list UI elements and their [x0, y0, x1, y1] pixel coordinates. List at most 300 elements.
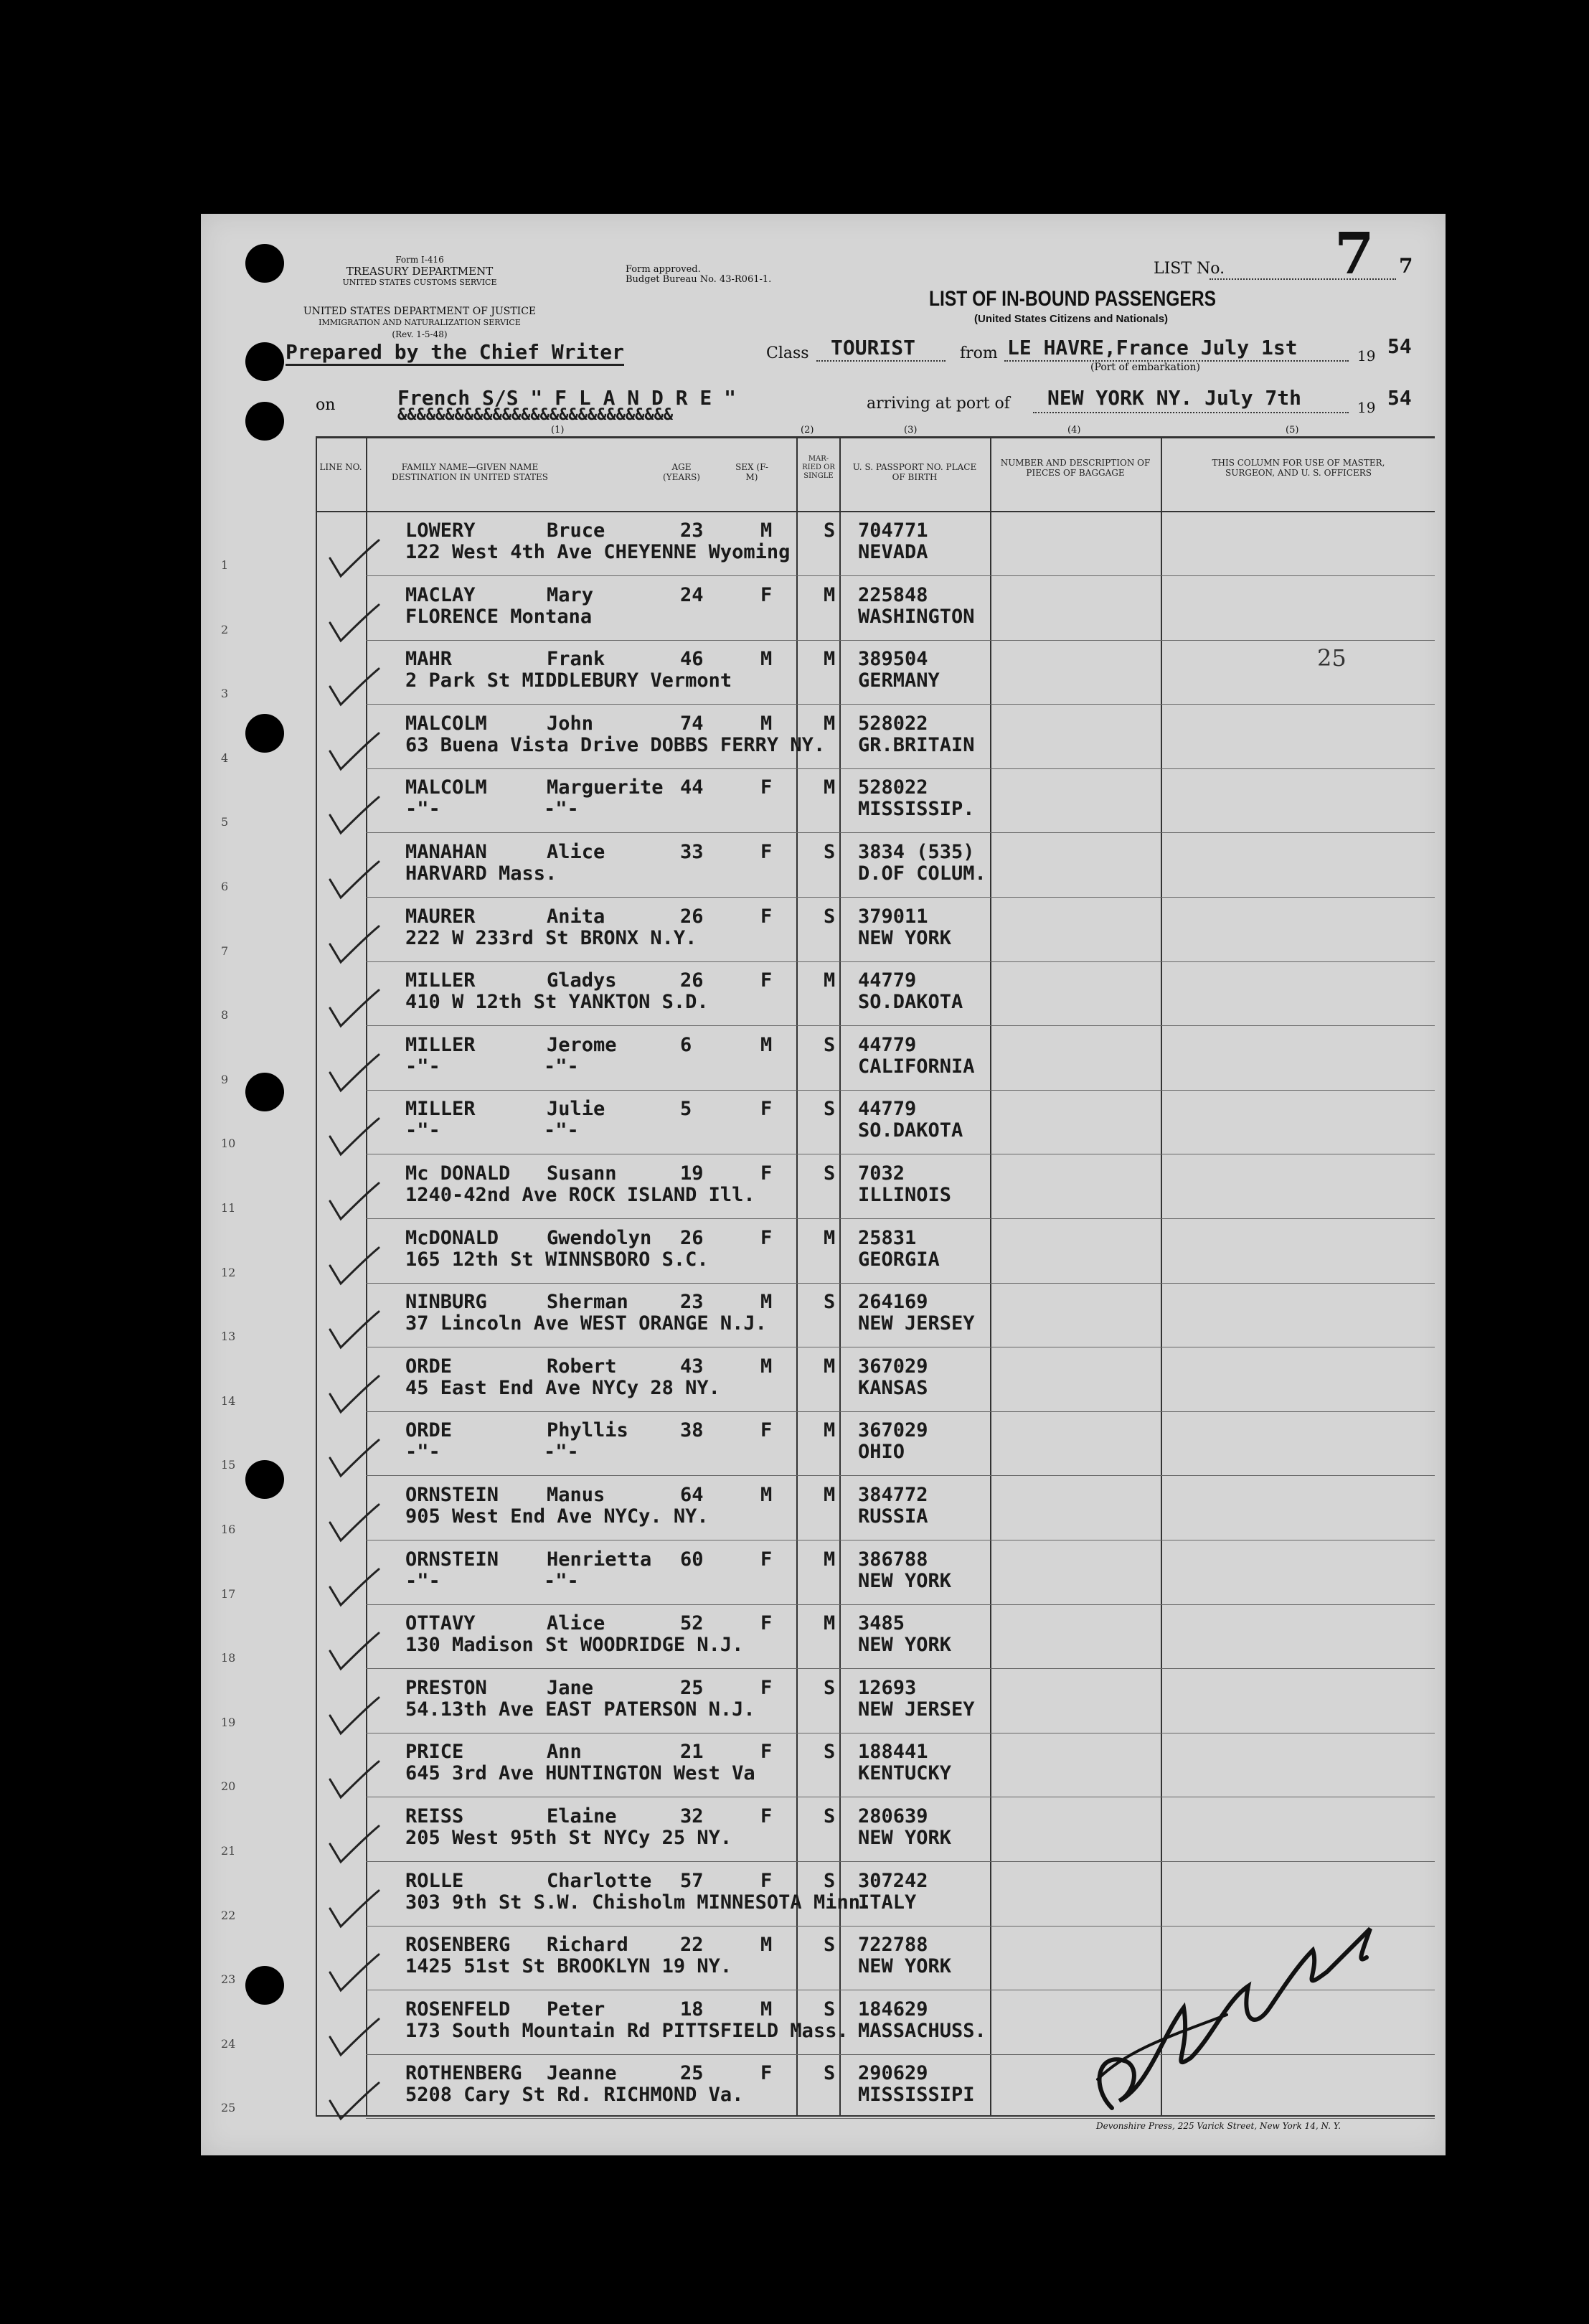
age: 26: [680, 1226, 704, 1249]
destination: 37 Lincoln Ave WEST ORANGE N.J.: [405, 1312, 767, 1335]
sex: F: [760, 1612, 773, 1635]
marital-status: S: [824, 1291, 836, 1314]
port-of-embarkation-label: (Port of embarkation): [1090, 362, 1200, 373]
given-name: Charlotte: [547, 1869, 652, 1892]
table-row: [201, 1030, 1446, 1094]
handwritten-signature: [1083, 1907, 1385, 2130]
family-name: ROSENBERG: [405, 1934, 511, 1957]
table-row: [201, 708, 1446, 773]
line-number: 22: [221, 1908, 236, 1922]
sex: F: [760, 2062, 773, 2085]
destination: -"-: [405, 1569, 440, 1592]
given-name: Henrietta: [547, 1548, 652, 1571]
header-sex: SEX (F-M): [735, 462, 768, 482]
arriving-label: arriving at port of: [867, 395, 1010, 413]
line-number: 21: [221, 1844, 236, 1858]
sex: M: [760, 519, 773, 542]
line-number: 25: [221, 2101, 236, 2115]
place-of-birth: MISSISSIP.: [858, 798, 975, 821]
passport-number: 280639: [858, 1805, 928, 1827]
row-separator: [366, 1411, 1435, 1412]
column-number-5: (5): [1286, 425, 1299, 436]
class-label: Class: [766, 344, 809, 362]
class-underline: [816, 360, 946, 362]
passport-number: 44779: [858, 969, 917, 992]
table-row: [201, 1673, 1446, 1737]
passport-number: 44779: [858, 1098, 917, 1121]
destination: 645 3rd Ave HUNTINGTON West Va: [405, 1762, 755, 1785]
age: 26: [680, 969, 704, 992]
marital-status: S: [824, 1098, 836, 1121]
place-of-birth: NEW YORK: [858, 1827, 952, 1849]
binder-hole: [245, 714, 284, 753]
sex: M: [760, 1291, 773, 1314]
form-revision: (Rev. 1-5-48): [392, 329, 448, 339]
family-name: MACLAY: [405, 583, 476, 606]
given-name: Gwendolyn: [547, 1226, 652, 1249]
destination: 205 West 95th St NYCy 25 NY.: [405, 1827, 732, 1849]
given-name: Susann: [547, 1162, 617, 1185]
age: 52: [680, 1612, 704, 1635]
passport-number: 367029: [858, 1419, 928, 1442]
destination: 1425 51st St BROOKLYN 19 NY.: [405, 1955, 732, 1978]
row-separator: [366, 640, 1435, 641]
place-of-birth: NEW YORK: [858, 1569, 952, 1592]
header-line-no: LINE NO.: [319, 462, 362, 472]
passport-number: 389504: [858, 648, 928, 671]
passport-number: 188441: [858, 1741, 928, 1764]
given-name: John: [547, 712, 594, 735]
row-separator: [366, 575, 1435, 576]
marital-status: M: [824, 583, 836, 606]
line-number: 6: [221, 880, 229, 893]
destination: 905 West End Ave NYCy. NY.: [405, 1505, 709, 1528]
family-name: ORNSTEIN: [405, 1484, 499, 1506]
destination-ditto: -"-: [544, 798, 579, 821]
table-row: [201, 772, 1446, 837]
sex: F: [760, 1419, 773, 1442]
passport-number: 264169: [858, 1291, 928, 1314]
passport-number: 367029: [858, 1355, 928, 1378]
table-row: [201, 1608, 1446, 1673]
place-of-birth: RUSSIA: [858, 1505, 928, 1528]
sex: M: [760, 712, 773, 735]
sex: M: [760, 648, 773, 671]
family-name: MILLER: [405, 969, 476, 992]
form-approved: Form approved.: [626, 264, 701, 275]
on-label: on: [316, 396, 336, 414]
marital-status: S: [824, 1033, 836, 1056]
age: 26: [680, 905, 704, 928]
line-number: 19: [221, 1715, 236, 1729]
sex: M: [760, 1033, 773, 1056]
destination: -"-: [405, 1119, 440, 1142]
row-separator: [366, 1090, 1435, 1091]
destination-ditto: -"-: [544, 1441, 579, 1464]
sex: M: [760, 1355, 773, 1378]
header-baggage: NUMBER AND DESCRIPTION OF PIECES OF BAGGAGE: [1000, 458, 1151, 478]
given-name: Jeanne: [547, 2062, 617, 2085]
given-name: Julie: [547, 1098, 605, 1121]
line-number: 3: [221, 687, 229, 701]
printer-imprint: Devonshire Press, 225 Varick Street, New York 14, N. Y.: [1096, 2121, 1342, 2131]
place-of-birth: GEORGIA: [858, 1248, 940, 1271]
age: 44: [680, 776, 704, 799]
row-separator: [366, 704, 1435, 705]
given-name: Robert: [547, 1355, 617, 1378]
table-row: [201, 1736, 1446, 1801]
age: 32: [680, 1805, 704, 1827]
age: 23: [680, 519, 704, 542]
destination: 45 East End Ave NYCy 28 NY.: [405, 1376, 720, 1399]
line-number: 16: [221, 1523, 236, 1536]
family-name: ROLLE: [405, 1869, 464, 1892]
destination: 5208 Cary St Rd. RICHMOND Va.: [405, 2084, 744, 2107]
sex: F: [760, 1226, 773, 1249]
year-value-2: 54: [1387, 386, 1412, 410]
passport-number: 12693: [858, 1676, 917, 1699]
given-name: Richard: [547, 1934, 628, 1957]
marital-status: S: [824, 1934, 836, 1957]
family-name: PRICE: [405, 1741, 464, 1764]
family-name: Mc DONALD: [405, 1162, 511, 1185]
marital-status: S: [824, 1805, 836, 1827]
given-name: Sherman: [547, 1291, 628, 1314]
family-name: OTTAVY: [405, 1612, 476, 1635]
marital-status: S: [824, 1162, 836, 1185]
marital-status: M: [824, 1355, 836, 1378]
binder-hole: [245, 1460, 284, 1499]
binder-hole: [245, 244, 284, 283]
family-name: NINBURG: [405, 1291, 487, 1314]
vessel-strikeout: &&&&&&&&&&&&&&&&&&&&&&&&&&&&&: [397, 406, 674, 424]
vessel-name: French S/S " F L A N D R E ": [397, 386, 737, 410]
place-of-birth: NEVADA: [858, 541, 928, 563]
list-no-label: LIST No.: [1154, 260, 1225, 278]
marital-status: S: [824, 1741, 836, 1764]
destination: FLORENCE Montana: [405, 605, 593, 628]
from-value: LE HAVRE,France July 1st: [1007, 336, 1298, 359]
prepared-by: Prepared by the Chief Writer: [286, 340, 624, 366]
line-number: 12: [221, 1265, 236, 1279]
table-row: [201, 1093, 1446, 1158]
place-of-birth: KENTUCKY: [858, 1762, 952, 1785]
destination: 63 Buena Vista Drive DOBBS FERRY NY.: [405, 733, 826, 756]
age: 64: [680, 1484, 704, 1506]
table-row: [201, 644, 1446, 708]
row-separator: [366, 1668, 1435, 1669]
given-name: Bruce: [547, 519, 605, 542]
destination: 410 W 12th St YANKTON S.D.: [405, 991, 709, 1014]
treasury-department: TREASURY DEPARTMENT: [346, 265, 494, 278]
sex: M: [760, 1484, 773, 1506]
family-name: ORDE: [405, 1419, 453, 1442]
place-of-birth: OHIO: [858, 1441, 905, 1464]
age: 74: [680, 712, 704, 735]
age: 24: [680, 583, 704, 606]
marital-status: M: [824, 1548, 836, 1571]
line-number: 4: [221, 751, 229, 765]
officer-annotation: 25: [1317, 644, 1347, 672]
header-officers: THIS COLUMN FOR USE OF MASTER, SURGEON, AND U. S. OFFICERS: [1212, 458, 1385, 478]
header-name: FAMILY NAME—GIVEN NAME DESTINATION IN UNITED STATES: [392, 462, 548, 482]
place-of-birth: SO.DAKOTA: [858, 1119, 963, 1142]
binder-hole: [245, 402, 284, 441]
marital-status: S: [824, 1869, 836, 1892]
document-subtitle: (United States Citizens and Nationals): [974, 313, 1169, 325]
destination: 130 Madison St WOODRIDGE N.J.: [405, 1634, 744, 1657]
table-row: [201, 1286, 1446, 1351]
line-number: 8: [221, 1008, 229, 1022]
row-separator: [366, 1475, 1435, 1476]
destination: -"-: [405, 1055, 440, 1078]
passport-number: 3834 (535): [858, 841, 975, 863]
given-name: Gladys: [547, 969, 617, 992]
age: 5: [680, 1098, 692, 1121]
marital-status: S: [824, 2062, 836, 2085]
family-name: MANAHAN: [405, 841, 487, 863]
given-name: Marguerite: [547, 776, 664, 799]
row-separator: [366, 1025, 1435, 1026]
given-name: Peter: [547, 1998, 605, 2020]
document-title: LIST OF IN-BOUND PASSENGERS: [929, 287, 1217, 311]
table-row: [201, 1479, 1446, 1544]
passport-number: 386788: [858, 1548, 928, 1571]
sex: F: [760, 583, 773, 606]
passport-number: 379011: [858, 905, 928, 928]
age: 25: [680, 2062, 704, 2085]
age: 19: [680, 1162, 704, 1185]
line-number: 5: [221, 815, 229, 829]
table-row: [201, 1415, 1446, 1479]
line-number: 7: [221, 944, 229, 958]
destination: 2 Park St MIDDLEBURY Vermont: [405, 669, 732, 692]
place-of-birth: NEW JERSEY: [858, 1312, 975, 1335]
table-row: [201, 1158, 1446, 1223]
place-of-birth: NEW YORK: [858, 926, 952, 949]
header-passport: U. S. PASSPORT NO. PLACE OF BIRTH: [852, 462, 977, 482]
given-name: Jane: [547, 1676, 594, 1699]
destination: 122 West 4th Ave CHEYENNE Wyoming: [405, 541, 791, 563]
family-name: MILLER: [405, 1033, 476, 1056]
year-value-1: 54: [1387, 334, 1412, 358]
family-name: MAURER: [405, 905, 476, 928]
table-row: [201, 965, 1446, 1030]
place-of-birth: ILLINOIS: [858, 1184, 952, 1206]
table-row: [201, 580, 1446, 644]
place-of-birth: WASHINGTON: [858, 605, 975, 628]
place-of-birth: SO.DAKOTA: [858, 991, 963, 1014]
family-name: LOWERY: [405, 519, 476, 542]
list-no-value: 7: [1334, 220, 1375, 287]
line-number: 23: [221, 1972, 236, 1987]
place-of-birth: CALIFORNIA: [858, 1055, 975, 1078]
header-married: MAR- RIED OR SINGLE: [802, 455, 835, 480]
line-number: 18: [221, 1651, 236, 1665]
marital-status: M: [824, 648, 836, 671]
marital-status: S: [824, 841, 836, 863]
passport-number: 528022: [858, 712, 928, 735]
place-of-birth: KANSAS: [858, 1376, 928, 1399]
passport-number: 3485: [858, 1612, 905, 1635]
family-name: MILLER: [405, 1098, 476, 1121]
given-name: Alice: [547, 841, 605, 863]
table-row: [201, 1223, 1446, 1287]
arriving-underline: [1033, 412, 1349, 413]
line-number: 11: [221, 1201, 236, 1215]
age: 21: [680, 1741, 704, 1764]
place-of-birth: GR.BRITAIN: [858, 733, 975, 756]
marital-status: S: [824, 905, 836, 928]
passport-number: 384772: [858, 1484, 928, 1506]
passport-number: 184629: [858, 1998, 928, 2020]
line-number: 17: [221, 1586, 236, 1601]
age: 6: [680, 1033, 692, 1056]
from-label: from: [960, 344, 998, 362]
marital-status: M: [824, 969, 836, 992]
column-number-2: (2): [801, 425, 814, 436]
given-name: Jerome: [547, 1033, 617, 1056]
row-separator: [366, 1218, 1435, 1219]
given-name: Phyllis: [547, 1419, 628, 1442]
year-prefix-1: 19: [1357, 347, 1376, 364]
age: 33: [680, 841, 704, 863]
passport-number: 528022: [858, 776, 928, 799]
marital-status: M: [824, 1226, 836, 1249]
sex: F: [760, 841, 773, 863]
sex: M: [760, 1934, 773, 1957]
destination: 165 12th St WINNSBORO S.C.: [405, 1248, 709, 1271]
line-number: 13: [221, 1330, 236, 1344]
place-of-birth: NEW YORK: [858, 1955, 952, 1978]
passport-number: 307242: [858, 1869, 928, 1892]
marital-status: S: [824, 1998, 836, 2020]
line-number: 15: [221, 1458, 236, 1472]
department-of-justice: UNITED STATES DEPARTMENT OF JUSTICE: [303, 306, 537, 317]
sex: F: [760, 1548, 773, 1571]
age: 60: [680, 1548, 704, 1571]
family-name: MALCOLM: [405, 712, 487, 735]
given-name: Frank: [547, 648, 605, 671]
destination: -"-: [405, 798, 440, 821]
destination-ditto: -"-: [544, 1055, 579, 1078]
row-separator: [366, 832, 1435, 833]
column-number-1: (1): [551, 425, 565, 436]
family-name: MAHR: [405, 648, 453, 671]
family-name: ROTHENBERG: [405, 2062, 522, 2085]
place-of-birth: MISSISSIPI: [858, 2084, 975, 2107]
sex: F: [760, 1741, 773, 1764]
line-number: 9: [221, 1072, 229, 1086]
passport-number: 704771: [858, 519, 928, 542]
given-name: Anita: [547, 905, 605, 928]
marital-status: M: [824, 1612, 836, 1635]
sex: F: [760, 1162, 773, 1185]
row-separator: [366, 961, 1435, 962]
table-top-border: [316, 436, 1435, 438]
destination-ditto: -"-: [544, 1119, 579, 1142]
family-name: ORNSTEIN: [405, 1548, 499, 1571]
age: 43: [680, 1355, 704, 1378]
binder-hole: [245, 1966, 284, 2005]
form-number: Form I-416: [395, 255, 444, 265]
age: 18: [680, 1998, 704, 2020]
line-number: 20: [221, 1779, 236, 1794]
place-of-birth: NEW JERSEY: [858, 1698, 975, 1721]
sex: F: [760, 1098, 773, 1121]
table-row: [201, 1351, 1446, 1416]
arriving-value: NEW YORK NY. July 7th: [1047, 386, 1302, 410]
marital-status: M: [824, 712, 836, 735]
marital-status: M: [824, 1484, 836, 1506]
given-name: Mary: [547, 583, 594, 606]
column-number-3: (3): [904, 425, 918, 436]
class-value: TOURIST: [831, 336, 916, 359]
sex: F: [760, 1676, 773, 1699]
sex: F: [760, 905, 773, 928]
line-number: 10: [221, 1137, 236, 1151]
destination: -"-: [405, 1441, 440, 1464]
age: 23: [680, 1291, 704, 1314]
line-number: 14: [221, 1393, 236, 1408]
age: 25: [680, 1676, 704, 1699]
marital-status: M: [824, 776, 836, 799]
passport-number: 25831: [858, 1226, 917, 1249]
given-name: Elaine: [547, 1805, 617, 1827]
age: 22: [680, 1934, 704, 1957]
passport-number: 722788: [858, 1934, 928, 1957]
passport-number: 290629: [858, 2062, 928, 2085]
place-of-birth: D.OF COLUM.: [858, 862, 986, 885]
manifest-page: [201, 214, 1446, 2155]
check-mark: [323, 2079, 380, 2130]
table-row: [201, 1544, 1446, 1609]
header-age: AGE (YEARS): [663, 462, 700, 482]
destination: 222 W 233rd St BRONX N.Y.: [405, 926, 697, 949]
list-no-extra: 7: [1399, 254, 1413, 278]
destination-ditto: -"-: [544, 1569, 579, 1592]
marital-status: S: [824, 519, 836, 542]
row-separator: [366, 897, 1435, 898]
column-number-4: (4): [1067, 425, 1081, 436]
table-row: [201, 901, 1446, 966]
sex: F: [760, 969, 773, 992]
table-row: [201, 515, 1446, 580]
header-bottom-border: [316, 511, 1435, 512]
given-name: Manus: [547, 1484, 605, 1506]
row-separator: [366, 1604, 1435, 1605]
family-name: MALCOLM: [405, 776, 487, 799]
given-name: Ann: [547, 1741, 582, 1764]
destination: 303 9th St S.W. Chisholm MINNESOTA Minn.: [405, 1891, 872, 1914]
passport-number: 7032: [858, 1162, 905, 1185]
row-separator: [366, 768, 1435, 769]
line-number: 1: [221, 558, 229, 572]
family-name: REISS: [405, 1805, 464, 1827]
binder-hole: [245, 342, 284, 381]
customs-service: UNITED STATES CUSTOMS SERVICE: [342, 278, 497, 287]
sex: F: [760, 1805, 773, 1827]
age: 38: [680, 1419, 704, 1442]
place-of-birth: ITALY: [858, 1891, 917, 1914]
given-name: Alice: [547, 1612, 605, 1635]
sex: F: [760, 776, 773, 799]
passport-number: 44779: [858, 1033, 917, 1056]
year-prefix-2: 19: [1357, 399, 1376, 416]
age: 46: [680, 648, 704, 671]
family-name: ROSENFELD: [405, 1998, 511, 2020]
line-number: 24: [221, 2036, 236, 2051]
